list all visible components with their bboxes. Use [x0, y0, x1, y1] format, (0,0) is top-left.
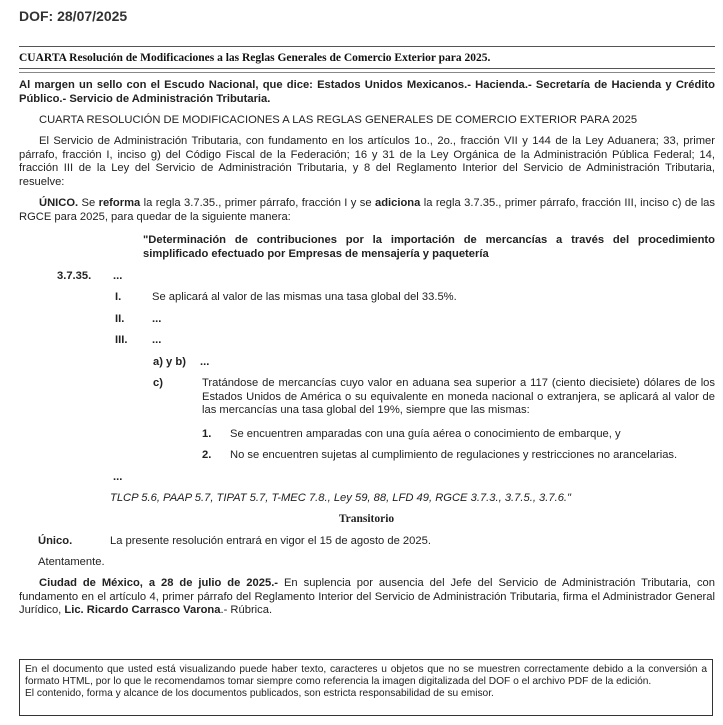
item-1-text: Se encuentren amparadas con una guía aérea o conocimiento de embarque, y: [230, 428, 621, 440]
disclaimer-box: [19, 659, 713, 716]
resolution-heading: CUARTA RESOLUCIÓN DE MODIFICACIONES A LAS REGLAS GENERALES DE COMERCIO EXTERIOR PARA 2025: [39, 114, 638, 126]
rule-closing-ellipsis: ...: [113, 471, 123, 483]
item-2-label: 2.: [202, 449, 212, 461]
top-rule: [19, 46, 715, 47]
item-1-label: 1.: [202, 428, 212, 440]
fraction-ii-label: II.: [115, 313, 125, 325]
fraction-ii-ellipsis: ...: [152, 313, 162, 325]
place-date: Ciudad de México, a 28 de julio de 2025.-: [39, 577, 279, 589]
title-rule: [19, 68, 715, 69]
inciso-ab-ellipsis: ...: [200, 356, 210, 368]
fraction-iii-ellipsis: ...: [152, 334, 162, 346]
rule-ellipsis: ...: [113, 270, 123, 282]
transitorio-heading: Transitorio: [338, 513, 395, 525]
responsibility-text: El contenido, forma y alcance de los documentos publicados, son estricta responsabilidad de su emisor.: [25, 688, 494, 699]
disclaimer-text: En el documento que usted está visualizando puede haber texto, caracteres u objetos que no se muestren correctamente debido a la conversión a formato HTML, por lo que le recomendamos tomar siempre como referencia la imagen digitalizada del DOF o el archivo PDF de la edición.: [25, 664, 707, 687]
inciso-c-label: c): [153, 377, 163, 389]
inciso-c-text: Tratándose de mercancías cuyo valor en aduana sea superior a 117 (ciento diecisiete) dólares de los Estados Unidos de América o su equivalente en moneda nacional o extranjera, se aplicará al valor de las mercancías una tasa global del 19%, siempre que las mismas:: [202, 377, 715, 416]
item-2-text: No se encuentren sujetas al cumplimiento de regulaciones y restricciones no arancelarias.: [230, 449, 678, 461]
unico-label: ÚNICO.: [39, 197, 79, 209]
transitorio-label: Único.: [38, 535, 73, 547]
legal-references: TLCP 5.6, PAAP 5.7, TIPAT 5.7, T-MEC 7.8., Ley 59, 88, LFD 49, RGCE 3.7.3., 3.7.5., 3.7.6.": [110, 492, 572, 504]
signature-paragraph: Ciudad de México, a 28 de julio de 2025.- En suplencia por ausencia del Jefe del Servicio de Administración Tributaria, con fundamento en el artículo 4, primer párrafo del Reglamento Interior del Servicio de Administración Tributaria, firma el Administrador General Jurídico, Lic. Ricardo Carrasco Varona.- Rúbrica.: [19, 577, 715, 616]
title-rule-2: [19, 72, 715, 73]
rule-title: "Determinación de contribuciones por la importación de mercancías a través del procedimiento simplificado efectuado por Empresas de mensajería y paquetería: [143, 234, 715, 260]
seal-paragraph: Al margen un sello con el Escudo Nacional, que dice: Estados Unidos Mexicanos.- Hacienda.- Secretaría de Hacienda y Crédito Público.- Servicio de Administración Tributaria.: [19, 79, 715, 105]
transitorio-text: La presente resolución entrará en vigor el 15 de agosto de 2025.: [110, 535, 431, 547]
fraction-i-text: Se aplicará al valor de las mismas una tasa global del 33.5%.: [152, 291, 457, 303]
fraction-iii-label: III.: [115, 334, 128, 346]
rule-number: 3.7.35.: [57, 270, 92, 282]
reforma-word: reforma: [98, 197, 141, 209]
inciso-ab-label: a) y b): [153, 356, 186, 368]
document-title: CUARTA Resolución de Modificaciones a las Reglas Generales de Comercio Exterior para 2025.: [19, 52, 491, 64]
dof-date: DOF: 28/07/2025: [19, 8, 128, 24]
intro-paragraph: El Servicio de Administración Tributaria, con fundamento en los artículos 1o., 2o., fracción VII y 144 de la Ley Aduanera; 33, primer párrafo, fracción I, inciso g) del Código Fiscal de la Federación; 16 y 31 de la Ley Orgánica de la Administración Pública Federal; 14, fracción III de la Ley del Servicio de Administración Tributaria, y 8 del Reglamento Interior del Servicio de Administración Tributaria, resuelve:: [19, 135, 715, 188]
unico-paragraph: ÚNICO. Se reforma la regla 3.7.35., primer párrafo, fracción I y se adiciona la regla 3.7.35., primer párrafo, fracción III, inciso c) de las RGCE para 2025, para quedar de la siguiente manera:: [19, 197, 716, 223]
adiciona-word: adiciona: [374, 197, 421, 209]
signatory-surname: Carrasco Varona: [131, 604, 221, 616]
signatory-name-prefix: Lic. Ricardo: [64, 604, 132, 616]
closing-text: Atentamente.: [38, 556, 105, 568]
fraction-i-label: I.: [115, 291, 122, 303]
